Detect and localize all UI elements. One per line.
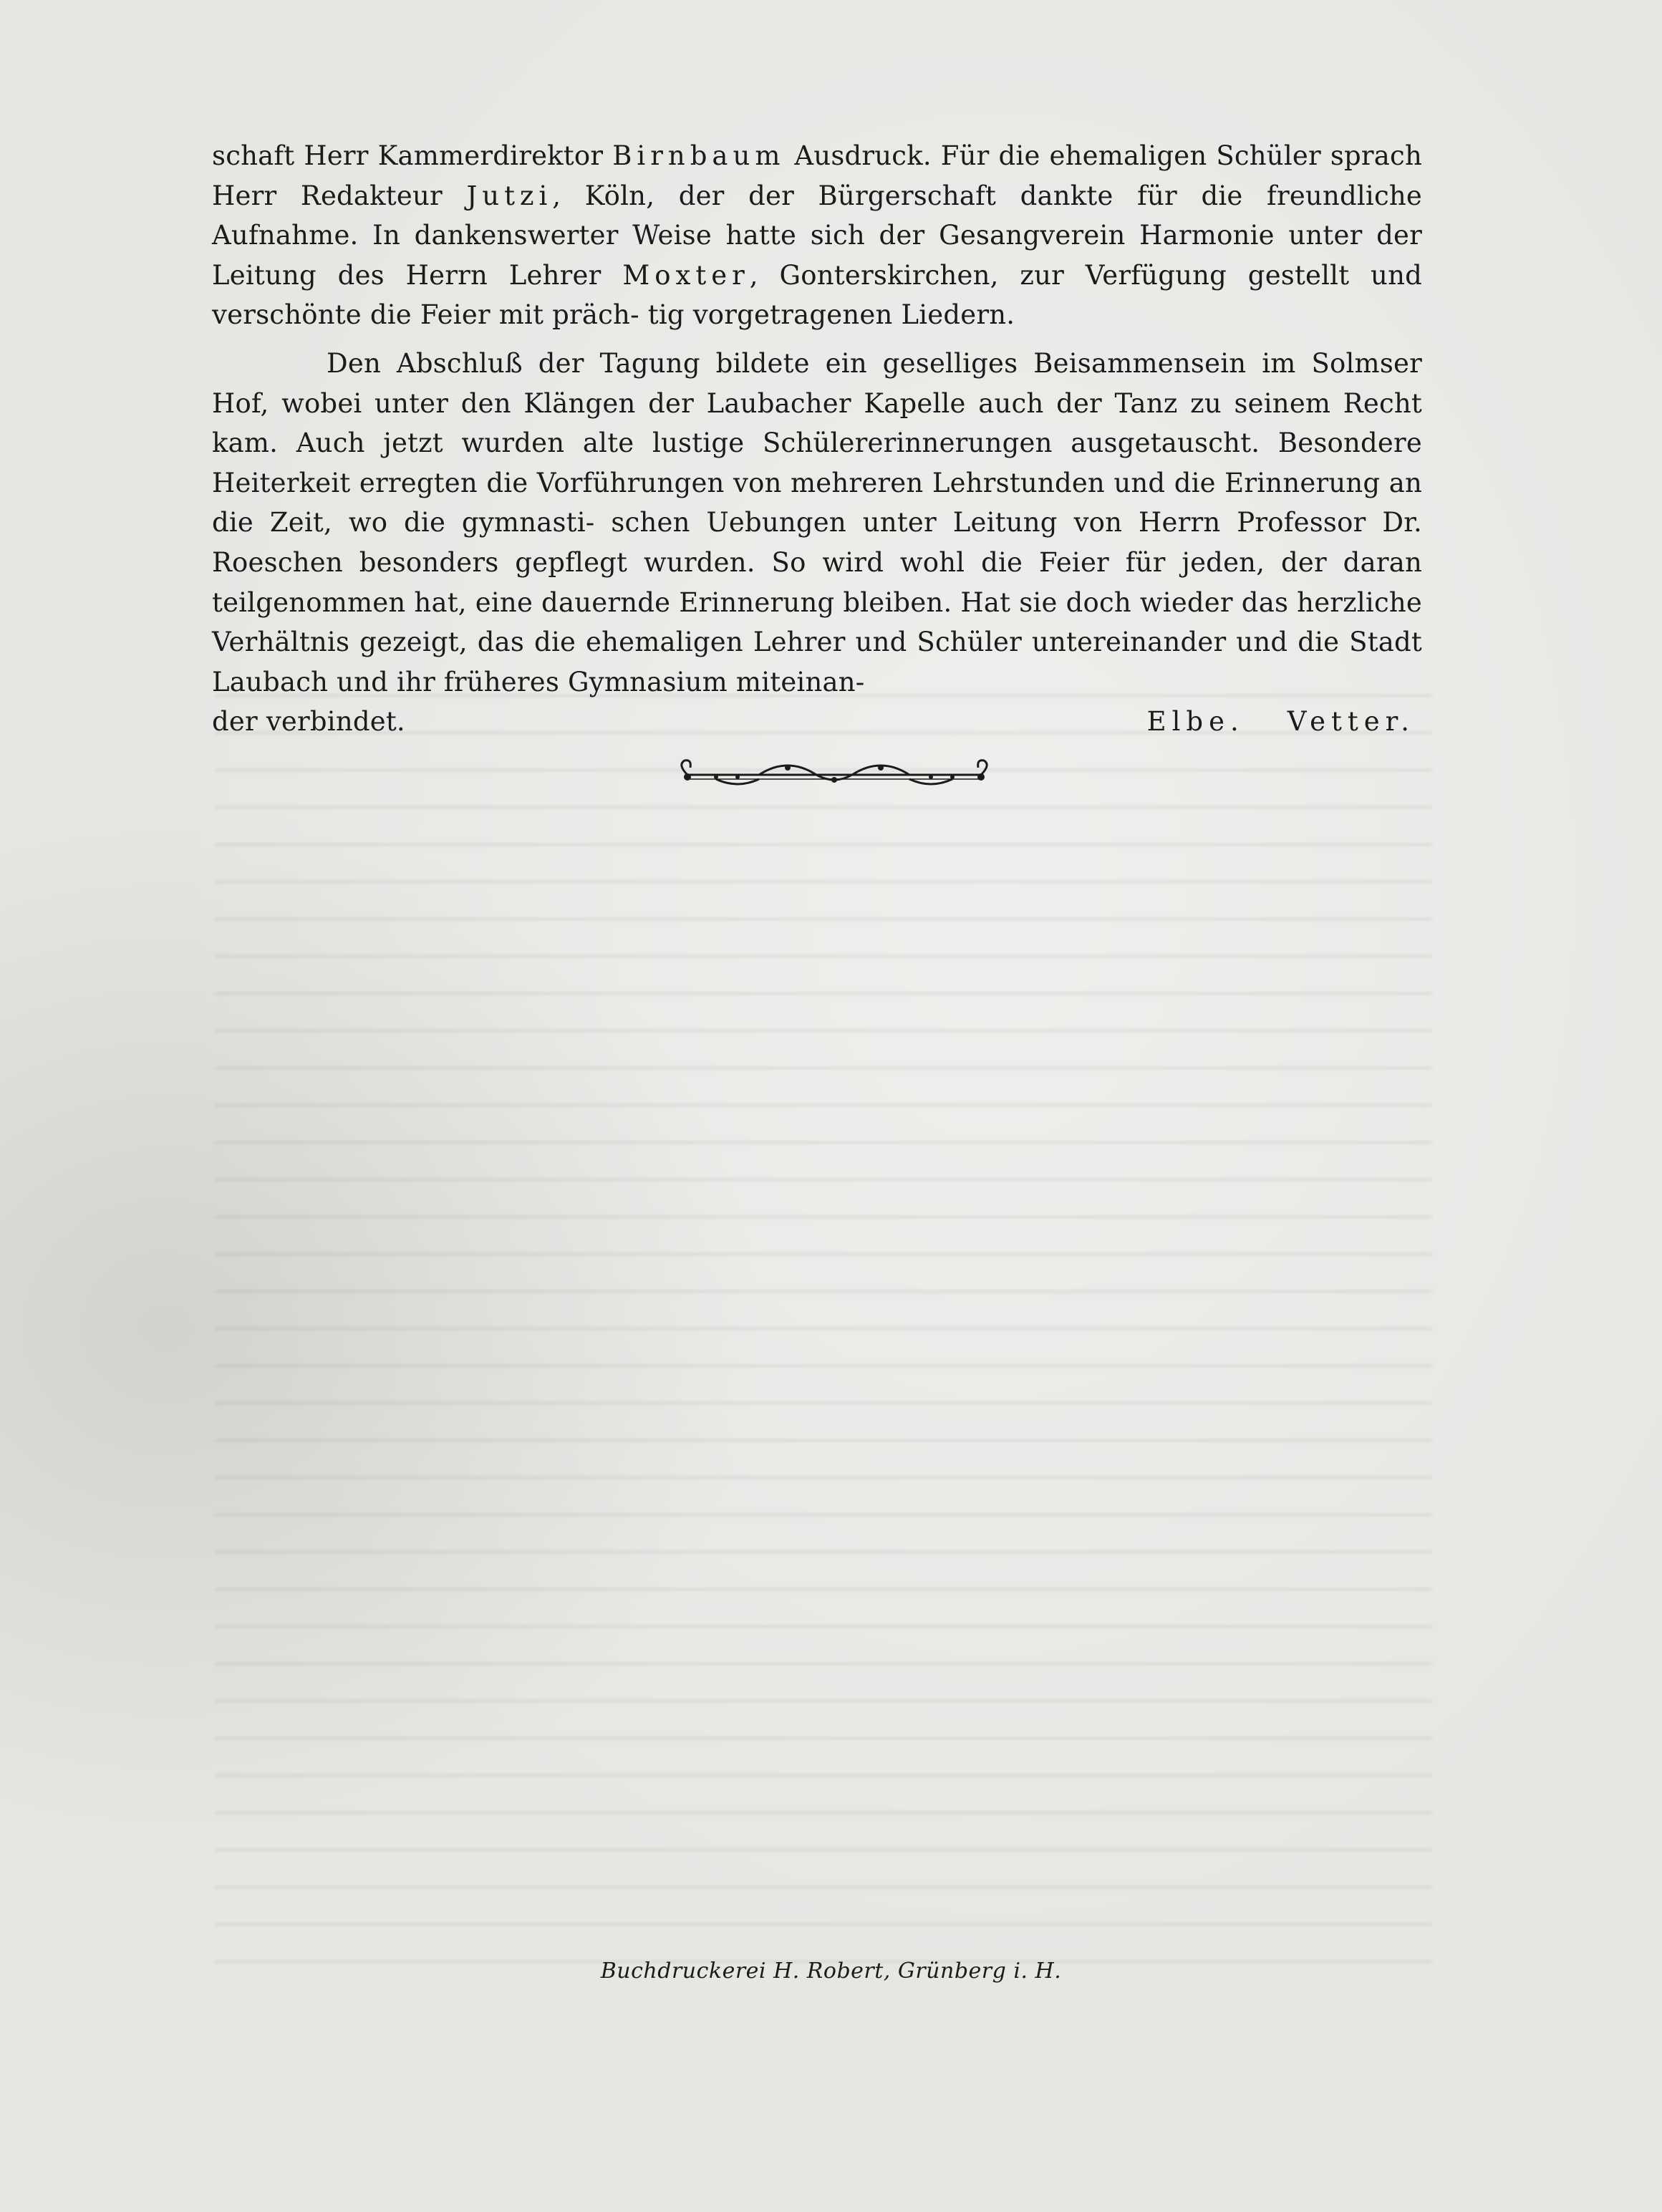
paragraph-2 — [212, 344, 1422, 702]
reverse-side-bleed-through — [215, 695, 1432, 1984]
text-run: schaft Herr Kammerdirektor — [212, 140, 613, 171]
article-text — [212, 136, 1422, 742]
name-spaced: Jutzi — [466, 180, 553, 211]
decorative-ornament-icon — [673, 755, 995, 795]
text-run: , Köln, der der Bürgerschaft dankte für die freundliche Aufnahme. In dankenswerter Weise hatte sich der Gesangverein Harmonie unter der Leitung des Herrn Lehrer — [212, 180, 1422, 291]
signature — [1147, 702, 1415, 742]
paragraph-2-last-line: der verbindet. — [212, 706, 405, 738]
paragraph-2-body: Den Abschluß der Tagung bildete ein geselliges Beisammensein im Solmser Hof, wobei unter den Klängen der Laubacher Kapelle auch der Tanz zu seinem Recht kam. Auch jetzt wurden alte lustige Schülererinnerungen ausgetauscht. Besondere Heiterkeit erregten die Vorführungen von mehreren Lehrstunden und die Erinnerung an die Zeit, wo die gymnasti- schen Uebungen unter Leitung von Herrn Professor Dr. Roeschen besonders gepflegt wurden. So wird wohl die Feier für jeden, der daran teilgenommen hat, eine dauernde Erinnerung bleiben. Hat sie doch wieder das herzliche Verhältnis gezeigt, das die ehemaligen Lehrer und Schüler untereinander und die Stadt Laubach und ihr früheres Gymnasium miteinan- — [212, 347, 1422, 697]
signature-name-2: Vetter. — [1287, 706, 1415, 738]
name-spaced: Moxter — [622, 259, 750, 291]
text-run: Ausdruck. Für die ehemaligen Schüler sprach Herr Redakteur — [212, 140, 1422, 211]
paragraph-1 — [212, 136, 1422, 335]
closing-line — [212, 702, 1422, 742]
name-spaced: Birnbaum — [612, 140, 786, 171]
text-run: , Gonterskirchen, zur Verfügung gestellt und verschönte die Feier mit präch- tig vorgetragenen Liedern. — [212, 259, 1422, 331]
signature-name-1: Elbe. — [1146, 706, 1245, 738]
printer-imprint: Buchdruckerei H. Robert, Grünberg i. H. — [600, 1959, 1062, 1984]
